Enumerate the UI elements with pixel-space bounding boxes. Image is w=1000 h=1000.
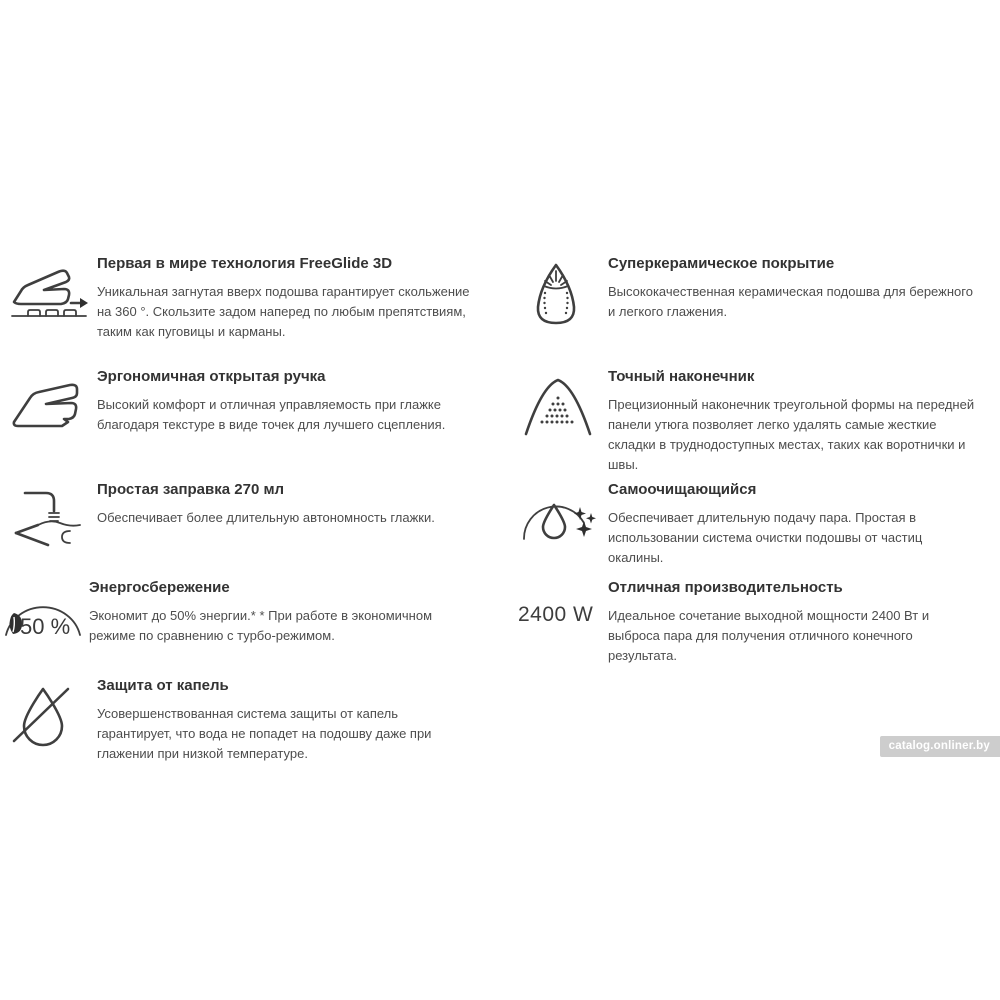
ergonomic-iron-icon: [8, 368, 97, 438]
feature-title: Самоочищающийся: [608, 481, 757, 498]
feature-description: Высокий комфорт и отличная управляемость при глажке благодаря текстуре в виде точек для лучшего сцепления.: [97, 397, 446, 432]
feature-refill: [8, 481, 470, 555]
feature-drip-stop: [8, 677, 470, 764]
precision-tip-icon: [518, 368, 608, 475]
feature-description: Обеспечивает более длительную автономность глажки.: [97, 510, 435, 525]
freeglide-iron-icon: [8, 255, 97, 342]
feature-title: Защита от капель: [97, 677, 229, 694]
feature-description: Уникальная загнутая вверх подошва гарантирует скольжение на 360 °. Скользите задом наперед по любым препятствиям, таким как пуговицы и карманы.: [97, 284, 470, 339]
feature-ergonomic-handle: [8, 368, 470, 438]
feature-description: Обеспечивает длительную подачу пара. Простая в использовании система очистки подошвы от частиц окалины.: [608, 510, 923, 565]
feature-description: Высококачественная керамическая подошва для бережного и легкого глажения.: [608, 284, 973, 319]
watermark-catalog-onliner: catalog.onliner.by: [880, 736, 1000, 757]
power-value: 2400 W: [518, 603, 594, 626]
feature-description: Прецизионный наконечник треугольной формы на передней панели утюга позволяет легко удалять самые жесткие складки в труднодоступных местах, таких как воротнички и швы.: [608, 397, 975, 472]
self-clean-icon: [518, 481, 608, 568]
feature-title: Точный наконечник: [608, 368, 755, 385]
feature-ceramic-coating: [518, 255, 975, 331]
feature-precision-tip: [518, 368, 975, 475]
feature-title: Простая заправка 270 мл: [97, 481, 285, 498]
ceramic-soleplate-icon: [518, 255, 608, 331]
energy-percent-label: 50 %: [20, 614, 71, 639]
feature-title: Первая в мире технология FreeGlide 3D: [97, 255, 393, 272]
feature-description: Идеальное сочетание выходной мощности 2400 Вт и выброса пара для получения отличного конечного результата.: [608, 608, 930, 663]
feature-description: Усовершенствованная система защиты от капель гарантирует, что вода не попадет на подошву даже при глажении при низкой температуре.: [97, 706, 432, 761]
power-2400w-label: [518, 579, 608, 666]
feature-description: Экономит до 50% энергии.* * При работе в экономичном режиме по сравнению с турбо-режимом.: [89, 608, 433, 643]
water-refill-icon: [8, 481, 97, 555]
feature-energy-saving: [0, 579, 462, 646]
energy-saving-icon: [0, 579, 89, 646]
feature-title: Отличная производительность: [608, 579, 843, 596]
feature-performance: [518, 579, 975, 666]
feature-title: Эргономичная открытая ручка: [97, 368, 326, 385]
feature-freeglide: [8, 255, 470, 342]
feature-title: Энергосбережение: [89, 579, 230, 596]
drip-stop-icon: [8, 677, 97, 764]
feature-self-clean: [518, 481, 975, 568]
feature-title: Суперкерамическое покрытие: [608, 255, 835, 272]
